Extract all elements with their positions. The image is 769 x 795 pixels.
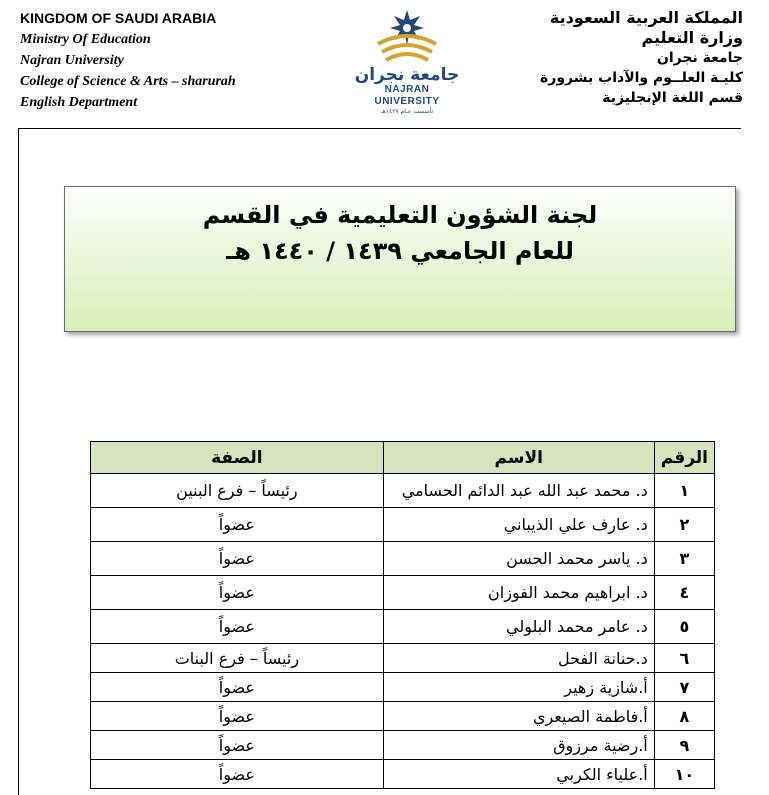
header-name: الاسم bbox=[383, 442, 654, 474]
table-header-row bbox=[91, 442, 715, 474]
english-letterhead bbox=[20, 8, 320, 113]
row-number: ٢ bbox=[654, 508, 714, 542]
row-number: ١٠ bbox=[654, 760, 714, 789]
table-row bbox=[91, 542, 715, 576]
row-number: ٣ bbox=[654, 542, 714, 576]
university-line: Najran University bbox=[20, 53, 124, 68]
table-row bbox=[91, 576, 715, 610]
header-divider bbox=[18, 128, 741, 129]
member-role: عضواً bbox=[91, 576, 384, 610]
member-role: رئيساً – فرع البنات bbox=[91, 644, 384, 673]
table-row bbox=[91, 610, 715, 644]
committee-members-table bbox=[90, 441, 715, 789]
member-role: رئيساً – فرع البنين bbox=[91, 474, 384, 508]
page-margin-line bbox=[18, 128, 19, 795]
member-role: عضواً bbox=[91, 731, 384, 760]
arabic-letterhead bbox=[483, 8, 743, 108]
ministry-line-ar: وزارة التعليم bbox=[641, 28, 743, 47]
table-row bbox=[91, 474, 715, 508]
table-row bbox=[91, 731, 715, 760]
university-logo bbox=[354, 8, 460, 115]
table-row bbox=[91, 508, 715, 542]
department-line-ar: قسم اللغة الإنجليزية bbox=[602, 90, 743, 106]
member-name: أ.شازية زهير bbox=[383, 673, 654, 702]
row-number: ٩ bbox=[654, 731, 714, 760]
row-number: ٨ bbox=[654, 702, 714, 731]
member-role: عضواً bbox=[91, 542, 384, 576]
college-line-ar: كليـة العلــوم والآداب بشرورة bbox=[540, 70, 743, 86]
member-name: أ.رضية مرزوق bbox=[383, 731, 654, 760]
header-role: الصفة bbox=[91, 442, 384, 474]
row-number: ٥ bbox=[654, 610, 714, 644]
department-line: English Department bbox=[20, 95, 138, 110]
member-name: د. عارف علي الذيباني bbox=[383, 508, 654, 542]
member-name: د. ياسر محمد الحسن bbox=[383, 542, 654, 576]
row-number: ١ bbox=[654, 474, 714, 508]
logo-tagline: تأسست عـام ١٤٢٧هـ bbox=[380, 108, 434, 115]
member-role: عضواً bbox=[91, 673, 384, 702]
member-name: أ.علياء الكربي bbox=[383, 760, 654, 789]
member-role: عضواً bbox=[91, 508, 384, 542]
row-number: ٧ bbox=[654, 673, 714, 702]
committee-title-banner bbox=[64, 186, 736, 332]
member-role: عضواً bbox=[91, 610, 384, 644]
star-emblem-icon bbox=[372, 8, 442, 66]
table-row bbox=[91, 702, 715, 731]
table-row bbox=[91, 644, 715, 673]
kingdom-line: KINGDOM OF SAUDI ARABIA bbox=[20, 10, 217, 26]
kingdom-line-ar: المملكة العربية السعودية bbox=[549, 8, 743, 27]
banner-title: لجنة الشؤون التعليمية في القسم bbox=[202, 201, 598, 229]
table-row bbox=[91, 760, 715, 789]
row-number: ٤ bbox=[654, 576, 714, 610]
member-name: د.حنانة الفحل bbox=[383, 644, 654, 673]
logo-english-name: NAJRAN UNIVERSITY bbox=[374, 84, 440, 107]
header-number: الرقم bbox=[654, 442, 714, 474]
member-name: د. عامر محمد البلولي bbox=[383, 610, 654, 644]
university-line-ar: جامعة نجران bbox=[656, 50, 743, 66]
member-name: د. محمد عبد الله عبد الدائم الحسامي bbox=[383, 474, 654, 508]
member-role: عضواً bbox=[91, 760, 384, 789]
banner-academic-year: للعام الجامعي ١٤٣٩ / ١٤٤٠ هـ bbox=[226, 237, 574, 265]
member-name: أ.فاطمة الصيعري bbox=[383, 702, 654, 731]
member-role: عضواً bbox=[91, 702, 384, 731]
row-number: ٦ bbox=[654, 644, 714, 673]
ministry-line: Ministry Of Education bbox=[20, 32, 151, 47]
member-name: د. ابراهيم محمد الفوزان bbox=[383, 576, 654, 610]
college-line: College of Science & Arts – sharurah bbox=[20, 74, 236, 89]
table-row bbox=[91, 673, 715, 702]
logo-arabic-name: جامعة نجران bbox=[354, 65, 460, 85]
